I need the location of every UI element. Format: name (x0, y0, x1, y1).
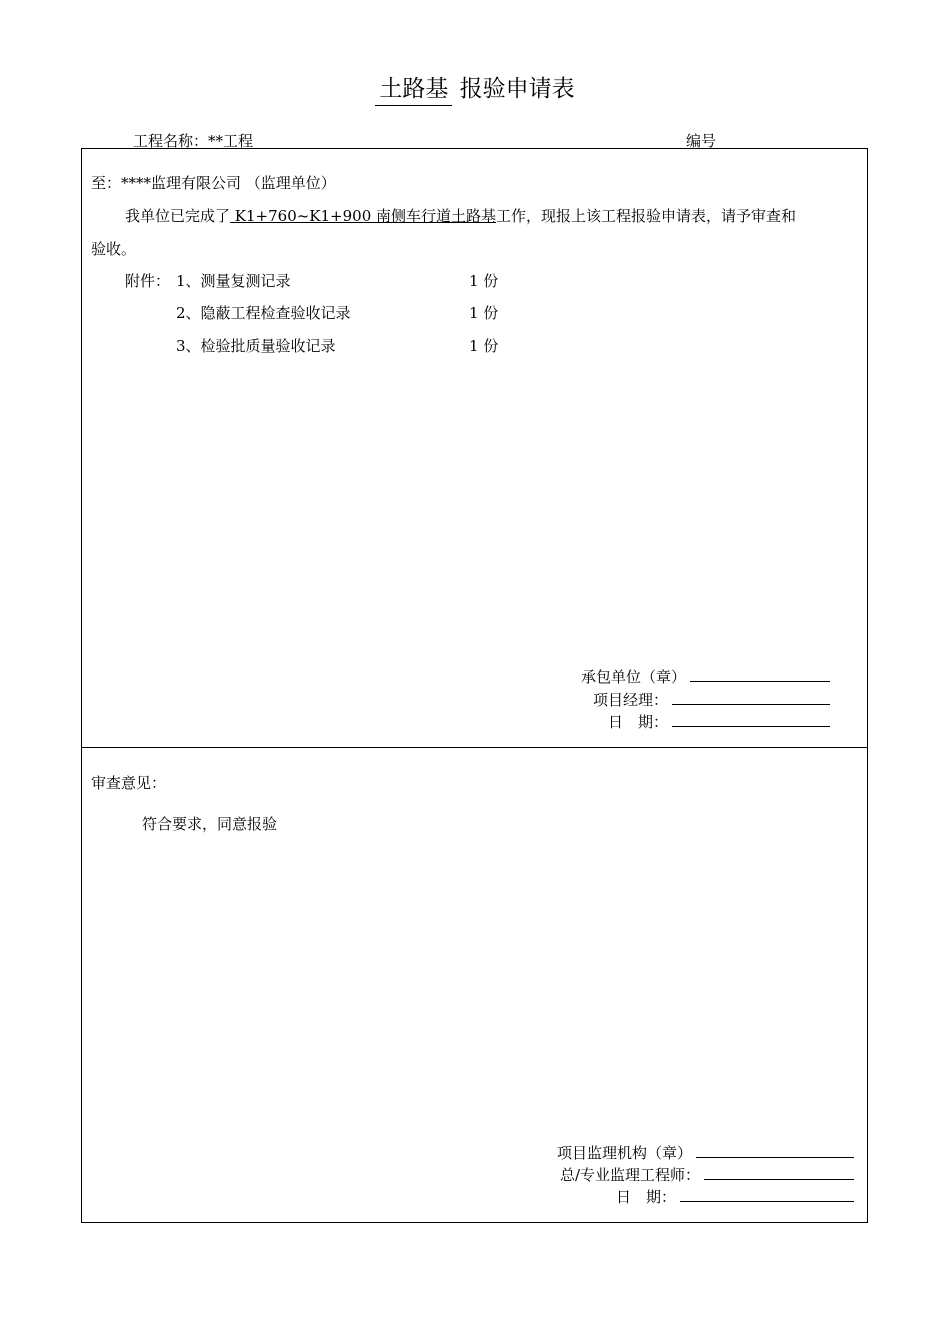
recipient-line: 至：****监理有限公司 （监理单位） (91, 174, 336, 192)
attachment-qty: 1 份 (469, 304, 499, 322)
body-continuation: 验收。 (91, 240, 137, 258)
attachment-item: 3、检验批质量验收记录 (176, 337, 336, 355)
application-date (608, 711, 830, 732)
body-prefix: 我单位已完成了 (125, 207, 231, 225)
section-divider (81, 747, 868, 748)
application-date-label: 日 期： (607, 713, 668, 731)
contractor-label: 承包单位（章） (580, 668, 686, 686)
title-text: 报验申请表 (459, 76, 575, 102)
title-subject: 土路基 (375, 70, 452, 106)
engineer-line (704, 1165, 854, 1180)
attachments-label: 附件： (125, 272, 171, 290)
attachment-qty: 1 份 (469, 337, 499, 355)
contractor-signature (581, 666, 830, 687)
review-opinion: 符合要求，同意报验 (142, 815, 278, 833)
document-title (0, 70, 950, 106)
agency-line (696, 1143, 854, 1158)
work-description: K1+760~K1+900 南侧车行道土路基 (230, 207, 497, 225)
review-date (616, 1186, 854, 1207)
manager-label: 项目经理： (592, 691, 668, 709)
review-label: 审查意见： (91, 774, 167, 792)
attachment-qty: 1 份 (469, 272, 499, 290)
contractor-line (690, 667, 830, 682)
agency-label: 项目监理机构（章） (556, 1144, 692, 1162)
engineer-label: 总/专业监理工程师： (559, 1166, 700, 1184)
application-date-line (672, 712, 830, 727)
agency-signature (557, 1142, 854, 1163)
body-suffix: 工作，现报上该工程报验申请表，请予审查和 (496, 207, 797, 225)
engineer-signature (560, 1164, 854, 1185)
manager-line (672, 690, 830, 705)
project-name: 工程名称：**工程 (133, 132, 254, 150)
review-date-label: 日 期： (615, 1188, 676, 1206)
application-body (125, 205, 796, 226)
manager-signature (593, 689, 830, 710)
attachment-item: 2、隐蔽工程检查验收记录 (176, 304, 351, 322)
review-date-line (680, 1187, 854, 1202)
number-label: 编号 (686, 132, 717, 150)
attachment-item: 1、测量复测记录 (176, 272, 291, 290)
